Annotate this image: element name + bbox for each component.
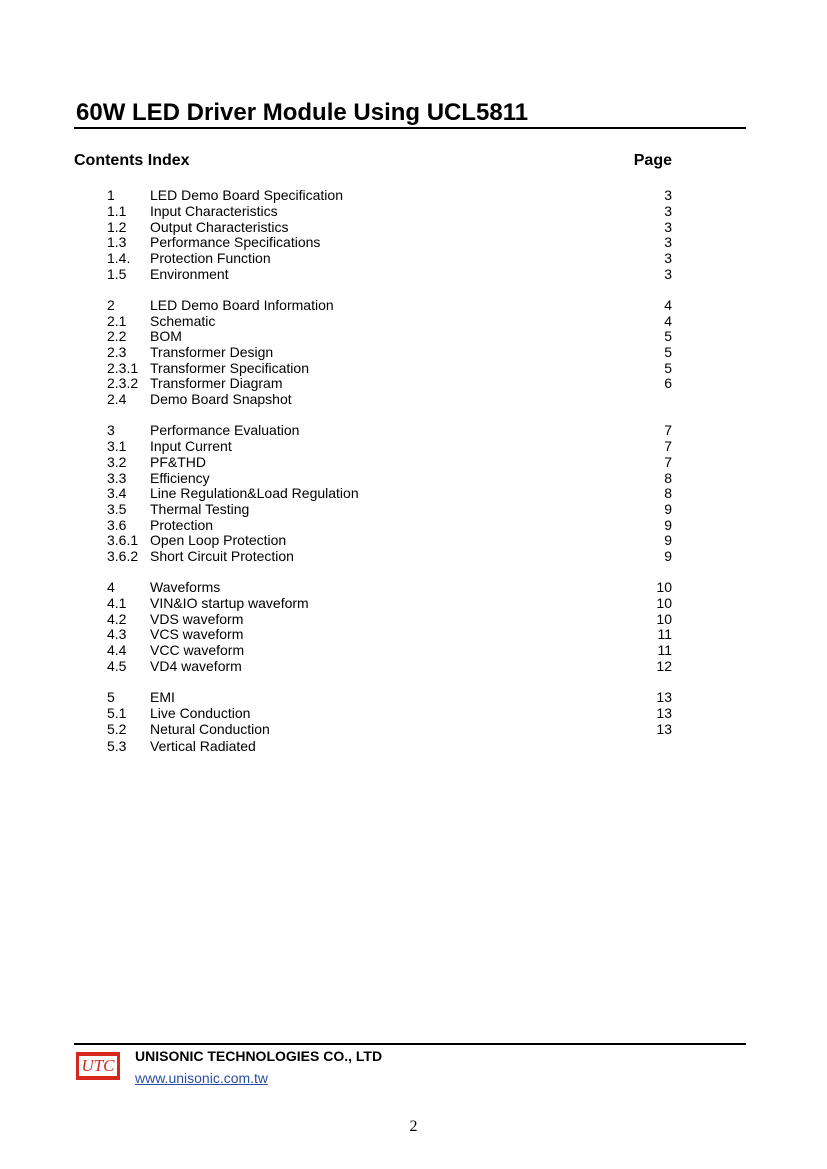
toc-entry-title: Netural Conduction [150, 721, 270, 737]
toc-entry-title: Vertical Radiated [150, 738, 256, 754]
toc-entry-number: 5.3 [107, 738, 127, 754]
toc-entry-number: 1.5 [107, 266, 127, 282]
toc-entry-title: BOM [150, 328, 182, 344]
toc-entry-title: Output Characteristics [150, 219, 289, 235]
toc-entry [0, 532, 827, 548]
toc-entry-number: 1 [107, 187, 115, 203]
toc-entry-number: 2.3 [107, 344, 127, 360]
toc-entry [0, 203, 827, 219]
toc-entry-title: Protection [150, 517, 214, 533]
toc-entry-page: 3 [664, 234, 672, 250]
toc-entry-number: 2.3.2 [107, 375, 139, 391]
toc-entry [0, 250, 827, 266]
toc-entry [0, 595, 827, 611]
toc-entry-page: 5 [664, 328, 672, 344]
toc-entry-number: 2 [107, 297, 115, 313]
toc-entry [0, 517, 827, 533]
toc-entry [0, 375, 827, 391]
toc-entry-title: Environment [150, 266, 229, 282]
toc-entry [0, 328, 827, 344]
toc-entry-number: 4.5 [107, 658, 127, 674]
toc-entry-page: 3 [664, 219, 672, 235]
toc-entry-number: 2.1 [107, 313, 127, 329]
toc-entry-page: 7 [664, 438, 672, 454]
toc-entry-title: VIN&IO startup waveform [150, 595, 309, 611]
toc-entry-title: Thermal Testing [150, 501, 250, 517]
toc-entry-page: 3 [664, 187, 672, 203]
toc-entry-number: 5.2 [107, 721, 127, 737]
toc-entry-number: 4.2 [107, 611, 127, 627]
toc-entry-number: 2.3.1 [107, 360, 139, 376]
toc-entry-title: Protection Function [150, 250, 271, 266]
page-number: 2 [409, 1118, 418, 1135]
toc-entry-title: Efficiency [150, 470, 210, 486]
toc-entry-number: 4 [107, 579, 115, 595]
toc-entry-page: 5 [664, 344, 672, 360]
toc-entry-title: Short Circuit Protection [150, 548, 294, 564]
toc-entry-page: 9 [664, 501, 672, 517]
toc-entry-number: 2.4 [107, 391, 127, 407]
toc-entry-number: 1.2 [107, 219, 127, 235]
toc-entry [0, 266, 827, 282]
toc-entry [0, 313, 827, 329]
toc-entry-number: 1.3 [107, 234, 127, 250]
toc-entry-page: 3 [664, 266, 672, 282]
toc-entry [0, 501, 827, 517]
page-column-heading: Page [633, 152, 672, 169]
toc-entry [0, 721, 827, 737]
toc-entry-number: 4.4 [107, 642, 127, 658]
utc-logo-text: UTC [79, 1056, 117, 1076]
toc-entry [0, 689, 827, 705]
toc-entry-page: 5 [664, 360, 672, 376]
toc-entry-title: VDS waveform [150, 611, 244, 627]
toc-entry-page: 12 [656, 658, 672, 674]
toc-entry-page: 6 [664, 375, 672, 391]
toc-entry [0, 391, 827, 407]
toc-entry [0, 234, 827, 250]
toc-entry [0, 219, 827, 235]
toc-entry-title: Waveforms [150, 579, 221, 595]
toc-entry-title: PF&THD [150, 454, 206, 470]
toc-entry [0, 360, 827, 376]
toc-entry-page: 9 [664, 548, 672, 564]
toc-entry-title: Schematic [150, 313, 216, 329]
toc-entry-number: 3 [107, 422, 115, 438]
toc-entry [0, 470, 827, 486]
toc-entry-page: 13 [656, 689, 672, 705]
toc-entry-page: 10 [656, 611, 672, 627]
toc-entry-number: 1.4. [107, 250, 131, 266]
company-website-link[interactable]: www.unisonic.com.tw [135, 1070, 269, 1086]
toc-entry-number: 4.3 [107, 626, 127, 642]
toc-entry [0, 658, 827, 674]
toc-entry [0, 626, 827, 642]
toc-entry [0, 705, 827, 721]
toc-entry [0, 438, 827, 454]
toc-entry-title: Performance Specifications [150, 234, 321, 250]
toc-entry-title: Performance Evaluation [150, 422, 300, 438]
toc-entry-number: 1.1 [107, 203, 127, 219]
toc-entry [0, 422, 827, 438]
toc-entry-title: EMI [150, 689, 175, 705]
toc-entry-title: LED Demo Board Information [150, 297, 334, 313]
toc-entry-number: 3.6.1 [107, 532, 139, 548]
toc-entry-title: Transformer Design [150, 344, 274, 360]
toc-entry [0, 642, 827, 658]
toc-entry-page: 7 [664, 422, 672, 438]
toc-entry-page: 4 [664, 313, 672, 329]
toc-entry [0, 738, 827, 754]
toc-entry [0, 297, 827, 313]
toc-entry-number: 3.6 [107, 517, 127, 533]
toc-entry-title: Open Loop Protection [150, 532, 287, 548]
toc-entry-number: 3.3 [107, 470, 127, 486]
toc-entry-page: 3 [664, 203, 672, 219]
toc-entry-page: 10 [656, 595, 672, 611]
toc-entry-title: Input Current [150, 438, 232, 454]
toc-entry [0, 187, 827, 203]
toc-entry-page: 7 [664, 454, 672, 470]
toc-entry-page: 13 [656, 705, 672, 721]
toc-entry-title: Input Characteristics [150, 203, 278, 219]
toc-entry-number: 3.5 [107, 501, 127, 517]
toc-entry-page: 11 [657, 626, 672, 642]
toc-entry-title: VCS waveform [150, 626, 244, 642]
toc-entry-title: Transformer Specification [150, 360, 309, 376]
contents-heading: Contents Index [74, 152, 190, 169]
toc-entry [0, 344, 827, 360]
toc-entry-title: VCC waveform [150, 642, 245, 658]
toc-entry-number: 3.1 [107, 438, 127, 454]
toc-entry-number: 3.4 [107, 485, 127, 501]
company-name: UNISONIC TECHNOLOGIES CO., LTD [135, 1048, 383, 1064]
toc-entry [0, 485, 827, 501]
toc-entry-page: 3 [664, 250, 672, 266]
toc-entry [0, 548, 827, 564]
toc-entry-number: 3.2 [107, 454, 127, 470]
toc-entry-title: LED Demo Board Specification [150, 187, 343, 203]
toc-entry-page: 9 [664, 532, 672, 548]
document-title: 60W LED Driver Module Using UCL5811 [76, 99, 529, 126]
toc-entry [0, 611, 827, 627]
toc-entry-title: Demo Board Snapshot [150, 391, 292, 407]
toc-entry-title: Line Regulation&Load Regulation [150, 485, 359, 501]
toc-entry-number: 2.2 [107, 328, 127, 344]
footer-divider [74, 1043, 746, 1045]
toc-entry-number: 3.6.2 [107, 548, 139, 564]
toc-entry-page: 8 [664, 485, 672, 501]
toc-entry-page: 11 [657, 642, 672, 658]
toc-entry-title: Live Conduction [150, 705, 251, 721]
toc-entry [0, 579, 827, 595]
toc-entry-page: 8 [664, 470, 672, 486]
toc-entry-page: 9 [664, 517, 672, 533]
toc-entry-title: Transformer Diagram [150, 375, 283, 391]
toc-entry-page: 10 [656, 579, 672, 595]
toc-entry-number: 5.1 [107, 705, 127, 721]
toc-entry-title: VD4 waveform [150, 658, 242, 674]
toc-entry-page: 13 [656, 721, 672, 737]
utc-logo [76, 1052, 120, 1080]
toc-entry-number: 4.1 [107, 595, 127, 611]
toc-entry-number: 5 [107, 689, 115, 705]
toc-entry [0, 454, 827, 470]
toc-entry-page: 4 [664, 297, 672, 313]
